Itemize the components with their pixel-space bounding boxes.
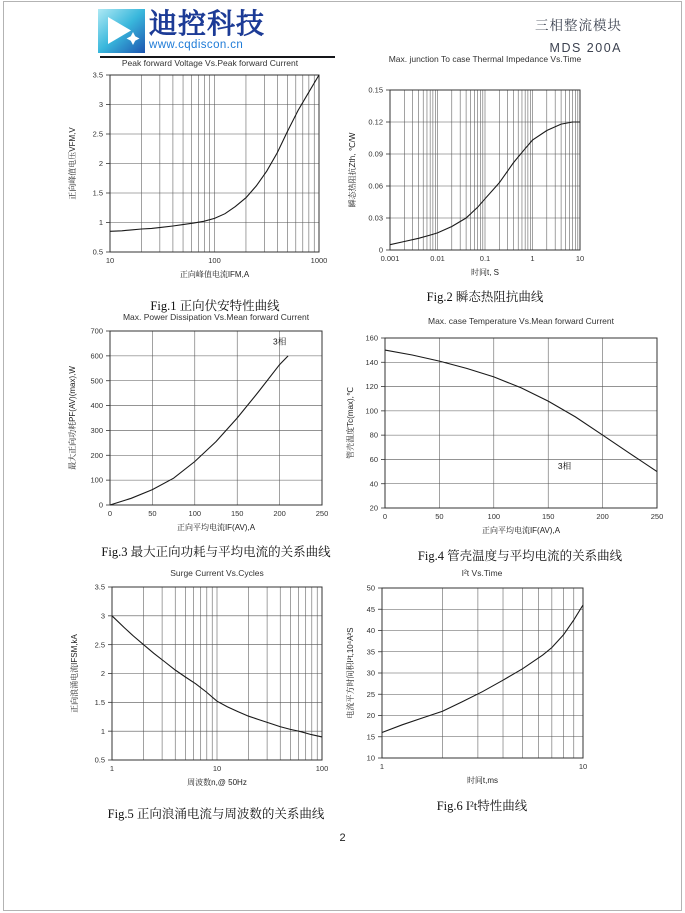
fig2-chart — [345, 78, 635, 294]
y-axis-label: 瞬态热阻抗Zth, ℃/W — [348, 132, 357, 208]
y-tick-label: 2 — [98, 159, 103, 169]
y-tick-label: 2.5 — [92, 129, 103, 139]
y-tick-label: 100 — [90, 475, 103, 485]
y-tick-label: 140 — [365, 357, 378, 367]
y-tick-label: 3.5 — [92, 70, 103, 80]
product-family: 三相整流模块 — [535, 18, 622, 33]
x-tick-label: 250 — [650, 512, 664, 521]
fig2-caption: Fig.2 瞬态热阻抗曲线 — [426, 290, 544, 304]
y-tick-label: 3 — [98, 100, 103, 110]
y-tick-label: 160 — [365, 333, 378, 343]
x-tick-label: 100 — [208, 256, 221, 265]
x-tick-label: 100 — [487, 512, 501, 521]
x-axis-label: 正向平均电流IF(AV),A — [481, 526, 561, 535]
x-tick-label: 100 — [315, 764, 329, 773]
x-tick-label: 100 — [188, 509, 202, 518]
y-tick-label: 25 — [366, 689, 375, 699]
x-tick-label: 0 — [382, 512, 388, 521]
x-axis-label: 周波数n,@ 50Hz — [187, 778, 247, 787]
fig5-chart — [60, 576, 352, 798]
fig4-caption: Fig.4 管壳温度与平均电流的关系曲线 — [417, 549, 623, 563]
y-tick-label: 500 — [90, 376, 103, 386]
x-tick-label: 150 — [230, 509, 244, 518]
y-tick-label: 1.5 — [92, 188, 103, 198]
header-right — [535, 14, 622, 55]
website-link[interactable]: www.cqdiscon.cn — [149, 39, 244, 52]
x-tick-label: 1000 — [310, 256, 328, 265]
x-tick-label: 200 — [273, 509, 286, 518]
y-tick-label: 300 — [90, 426, 103, 436]
y-axis-label: 电流平方时间积I²t,10⁴A²S — [346, 627, 355, 719]
fig6-caption: Fig.6 I²t特性曲线 — [436, 799, 528, 813]
x-tick-label: 200 — [596, 512, 609, 521]
y-tick-label: 120 — [365, 382, 378, 392]
y-tick-label: 20 — [366, 711, 375, 721]
y-tick-label: 0.15 — [368, 85, 383, 95]
x-axis-label: 正向峰值电流IFM,A — [179, 270, 250, 279]
y-axis-label: 最大正向功耗PF(AV)(max),W — [68, 366, 77, 470]
x-tick-label: 250 — [315, 509, 329, 518]
fig1-caption: Fig.1 正向伏安特性曲线 — [150, 299, 280, 313]
y-tick-label: 0 — [98, 500, 103, 510]
fig4-title: Max. case Temperature Vs.Mean forward Current — [428, 316, 614, 326]
y-tick-label: 0.5 — [94, 755, 105, 765]
fig6-chart — [345, 576, 635, 798]
chart-curve — [382, 605, 583, 733]
y-tick-label: 600 — [90, 351, 103, 361]
y-tick-label: 80 — [369, 430, 378, 440]
x-tick-label: 1 — [530, 254, 535, 263]
y-axis-label: 正向浪涌电流IFSM,kA — [70, 634, 79, 713]
x-tick-label: 10 — [105, 256, 115, 265]
y-tick-label: 400 — [90, 401, 103, 411]
y-tick-label: 0.09 — [368, 149, 383, 159]
y-axis-label: 管壳温度Tc(max),℃ — [346, 387, 355, 459]
chart-annotation: 3相 — [272, 336, 287, 347]
y-tick-label: 1.5 — [94, 697, 105, 707]
y-tick-label: 40 — [366, 626, 375, 636]
logo-text — [149, 9, 265, 51]
x-tick-label: 10 — [575, 254, 585, 263]
x-tick-label: 1 — [109, 764, 115, 773]
y-tick-label: 1 — [100, 726, 105, 736]
y-tick-label: 30 — [366, 668, 375, 678]
y-tick-label: 2.5 — [94, 640, 105, 650]
y-tick-label: 35 — [366, 647, 375, 657]
x-axis-label: 时间t, S — [470, 268, 500, 277]
chart-annotation: 3相 — [557, 461, 572, 472]
y-tick-label: 2 — [100, 669, 105, 679]
model-number: MDS 200A — [549, 41, 622, 55]
fig3-chart — [60, 320, 352, 542]
x-tick-label: 0.001 — [380, 254, 400, 263]
y-tick-label: 3.5 — [94, 582, 105, 592]
brand-name: 迪控科技 — [149, 8, 266, 39]
y-axis-label: 正向峰值电压VFM,V — [68, 127, 77, 200]
x-tick-label: 0.01 — [430, 254, 445, 263]
fig3-caption: Fig.3 最大正向功耗与平均电流的关系曲线 — [101, 545, 331, 559]
x-tick-label: 150 — [541, 512, 555, 521]
fig3-title: Max. Power Dissipation Vs.Mean forward Current — [122, 312, 310, 322]
x-tick-label: 0.1 — [479, 254, 491, 263]
logo — [98, 9, 265, 54]
y-tick-label: 45 — [366, 604, 375, 614]
y-tick-label: 40 — [369, 479, 378, 489]
y-tick-label: 1 — [98, 218, 103, 228]
y-tick-label: 50 — [366, 583, 375, 593]
y-tick-label: 0 — [378, 245, 383, 255]
x-tick-label: 50 — [148, 509, 157, 518]
y-tick-label: 15 — [366, 732, 375, 742]
y-tick-label: 0.06 — [368, 181, 383, 191]
fig6-title: I²t Vs.Time — [461, 568, 503, 578]
y-tick-label: 10 — [366, 753, 375, 763]
fig5-title: Surge Current Vs.Cycles — [170, 568, 264, 578]
y-tick-label: 60 — [369, 455, 378, 465]
x-tick-label: 1 — [379, 762, 385, 771]
y-tick-label: 0.12 — [368, 117, 383, 127]
fig1-chart — [60, 66, 352, 294]
fig4-chart — [345, 326, 680, 546]
y-tick-label: 20 — [369, 503, 378, 513]
x-tick-label: 50 — [435, 512, 444, 521]
y-tick-label: 3 — [100, 611, 105, 621]
page-number: 2 — [339, 832, 346, 844]
y-tick-label: 0.03 — [368, 213, 383, 223]
fig5-caption: Fig.5 正向浪涌电流与周波数的关系曲线 — [107, 807, 325, 821]
logo-icon — [98, 9, 145, 54]
x-axis-label: 正向平均电流IF(AV),A — [176, 523, 256, 532]
x-tick-label: 10 — [578, 762, 588, 771]
x-tick-label: 0 — [107, 509, 113, 518]
x-tick-label: 10 — [212, 764, 222, 773]
fig1-title: Peak forward Voltage Vs.Peak forward Current — [121, 58, 299, 68]
y-tick-label: 0.5 — [92, 247, 103, 257]
fig2-title: Max. junction To case Thermal Impedance Vs.Time — [388, 54, 582, 64]
y-tick-label: 200 — [90, 450, 103, 460]
x-axis-label: 时间t,ms — [466, 776, 499, 785]
y-tick-label: 100 — [365, 406, 378, 416]
y-tick-label: 700 — [90, 326, 103, 336]
